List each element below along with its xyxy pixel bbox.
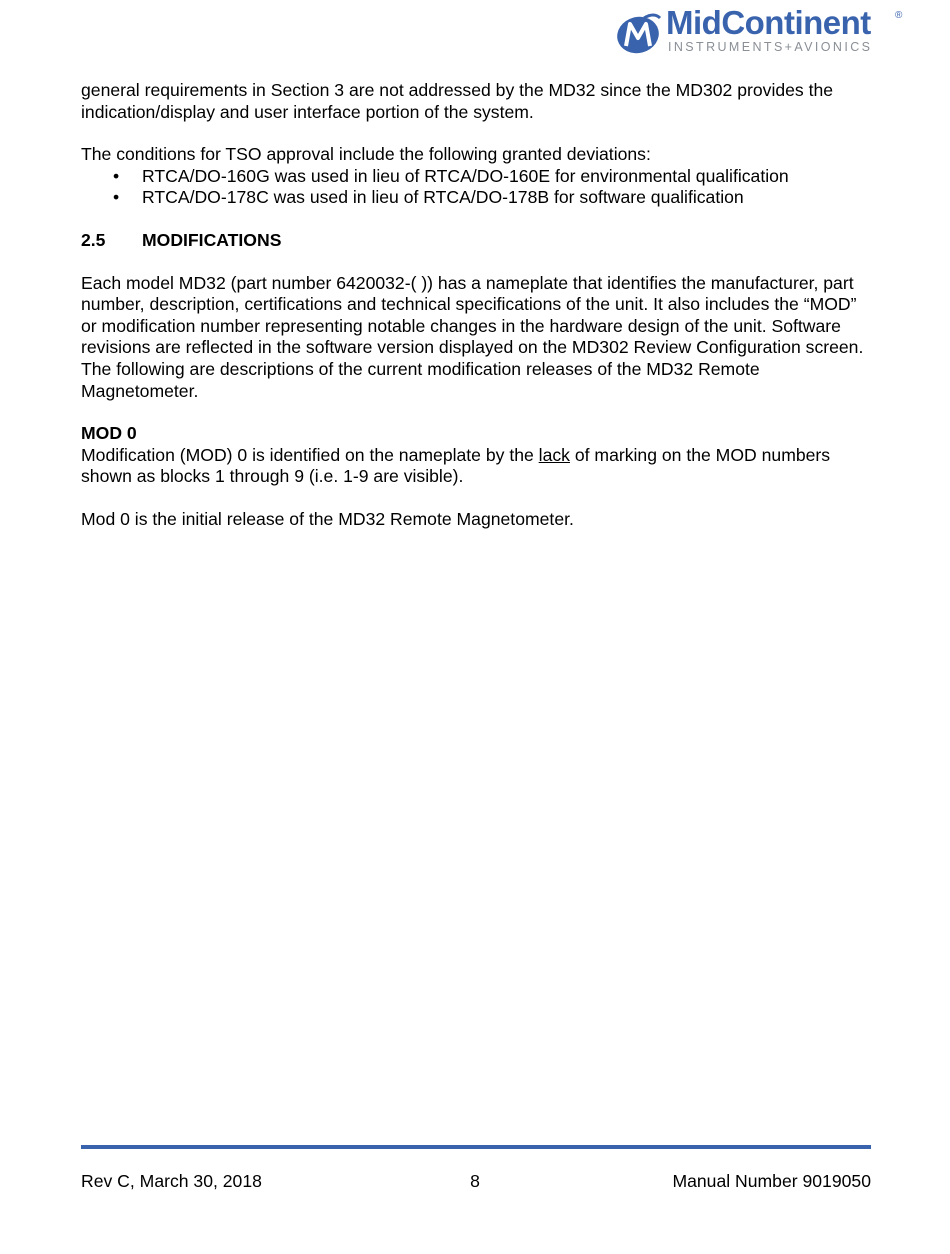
footer-manual-number: Manual Number 9019050 — [672, 1171, 871, 1191]
mod0-title: MOD 0 — [81, 423, 137, 444]
company-logo — [614, 6, 914, 58]
section-number: 2.5 — [81, 229, 106, 250]
mod0-release-note: Mod 0 is the initial release of the MD32 Remote Magnetometer. — [81, 508, 574, 529]
logo-wordmark: MidContinent — [666, 4, 871, 41]
logo-emblem-icon — [614, 8, 664, 58]
footer-revision: Rev C, March 30, 2018 — [81, 1171, 262, 1191]
bullet-icon: • — [113, 165, 120, 186]
list-item — [81, 187, 871, 209]
page-body — [81, 80, 871, 531]
logo-tagline: INSTRUMENTS+AVIONICS — [668, 40, 873, 54]
registered-mark: ® — [895, 10, 903, 21]
section-heading — [81, 230, 871, 252]
intro-paragraph: general requirements in Section 3 are not addressed by the MD32 since the MD302 provides the indication/display and user interface portion of the system. — [81, 80, 834, 122]
mod0-description — [81, 445, 871, 488]
deviations-list — [81, 166, 871, 209]
bullet-icon: • — [113, 187, 120, 208]
section-title: MODIFICATIONS — [142, 229, 282, 250]
deviation-text: RTCA/DO-178C was used in lieu of RTCA/DO-178B for software qualification — [142, 187, 744, 208]
footer-page-number: 8 — [470, 1171, 480, 1191]
list-item — [81, 166, 871, 188]
mod0-text-after: of marking on the MOD numbers shown as blocks 1 through 9 (i.e. 1-9 are visible). — [81, 444, 831, 487]
mod0-text-before: Modification (MOD) 0 is identified on the nameplate by the — [81, 444, 539, 465]
modifications-paragraph: Each model MD32 (part number 6420032-( )) has a nameplate that identifies the manufacturer, part number, description, certifications and technical specifications of the unit. It also includes the “MOD” or modification number representing notable changes in the hardware design of the unit. Software revisions are reflected in the software version displayed on the MD302 Review Configuration screen. The following are descriptions of the current modification releases of the MD32 Remote Magnetometer. — [81, 272, 864, 401]
footer-divider — [81, 1145, 871, 1149]
deviation-text: RTCA/DO-160G was used in lieu of RTCA/DO-160E for environmental qualification — [142, 165, 789, 186]
deviations-intro: The conditions for TSO approval include the following granted deviations: — [81, 144, 651, 165]
mod0-underlined-word: lack — [538, 444, 570, 465]
